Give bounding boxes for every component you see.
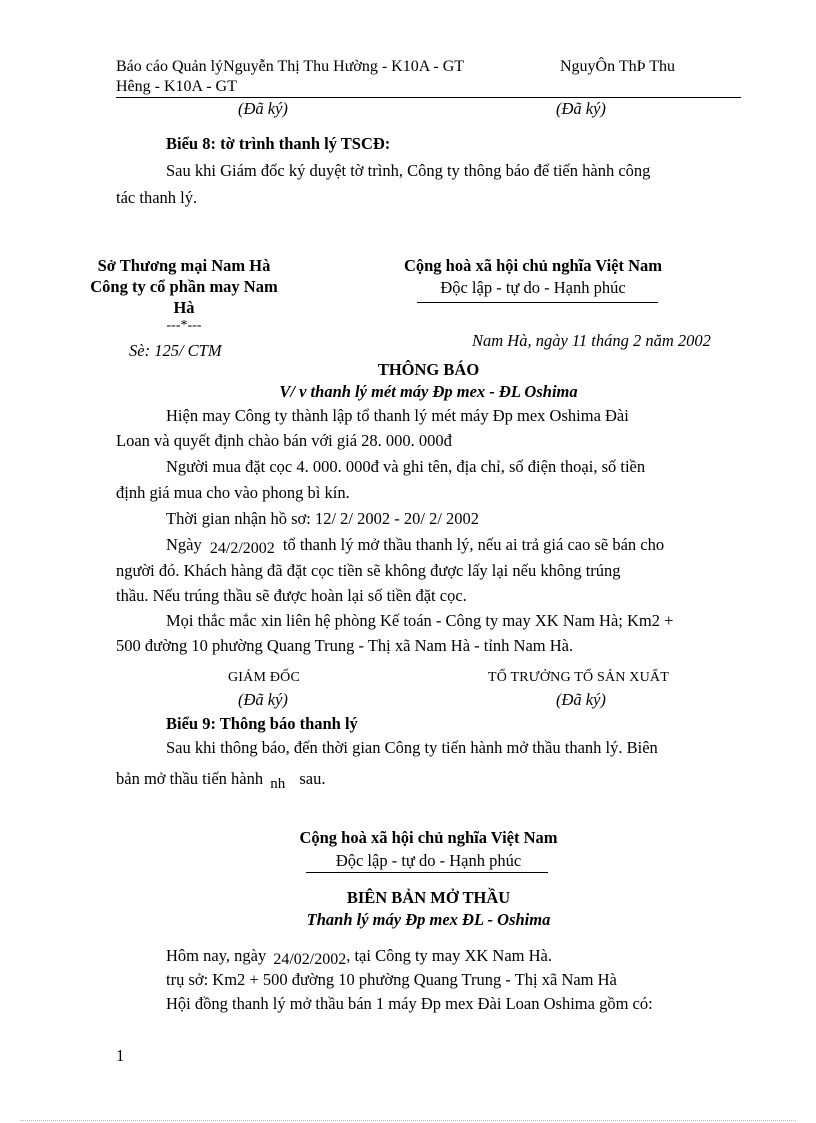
org-mark: ---*---: [166, 318, 202, 333]
minutes-subtitle: Thanh lý máy Đp mex ĐL - Oshima: [306, 910, 551, 929]
notice-p4-line1: [166, 535, 664, 555]
motto: Độc lập - tự do - Hạnh phúc: [440, 278, 626, 297]
minutes-line1-post: , tại Công ty may XK Nam Hà.: [346, 946, 552, 965]
signature-left-signed: (Đã ký): [238, 690, 288, 709]
minutes-country: Cộng hoà xã hội chủ nghĩa Việt Nam: [299, 828, 558, 847]
section9-para-line1: Sau khi thông báo, đến thời gian Công ty tiến hành mở thầu thanh lý. Biên: [166, 738, 658, 757]
section8-para-line2: tác thanh lý.: [116, 188, 198, 207]
notice-p1-line2: Loan và quyết định chào bán với giá 28. 000. 000đ: [116, 431, 452, 450]
minutes-title: BIÊN BẢN MỞ THẦU: [346, 888, 511, 907]
page-bottom-border: [20, 1120, 796, 1121]
header-line1-right: NguyÔn ThÞ Thu: [560, 58, 675, 75]
signature-left-title: GIÁM ĐỐC: [228, 670, 300, 685]
page-number: 1: [116, 1046, 125, 1065]
minutes-line2: trụ sở: Km2 + 500 đường 10 phường Quang Trung - Thị xã Nam Hà: [166, 970, 617, 989]
minutes-line3: Hội đồng thanh lý mở thầu bán 1 máy Đp mex Đài Loan Oshima gồm có:: [166, 994, 653, 1013]
notice-p4-pre: Ngày: [166, 535, 202, 554]
notice-p4-line2: người đó. Khách hàng đã đặt cọc tiền sẽ không được lấy lại nếu không trúng: [116, 561, 621, 580]
minutes-line1-pre: Hôm nay, ngày: [166, 946, 267, 965]
notice-p3: Thời gian nhận hồ sơ: 12/ 2/ 2002 - 20/ 2/ 2002: [166, 509, 480, 528]
signed-top-right: (Đã ký): [556, 99, 606, 118]
header-line1-left: Báo cáo Quản lýNguyễn Thị Thu Hường - K10A - GT: [116, 58, 465, 75]
notice-p2-line2: định giá mua cho vào phong bì kín.: [116, 483, 350, 502]
notice-p5-line1: Mọi thắc mắc xin liên hệ phòng Kế toán - Công ty may XK Nam Hà; Km2 +: [166, 611, 674, 630]
section9-para-line2-mid: nh: [270, 776, 286, 792]
notice-subtitle: V/ v thanh lý mét máy Đp mex - ĐL Oshima: [279, 382, 578, 401]
notice-p2-line1: Người mua đặt cọc 4. 000. 000đ và ghi tên, địa chỉ, số điện thoại, số tiền: [166, 457, 646, 476]
notice-p4-post: tổ thanh lý mở thầu thanh lý, nếu ai trả giá cao sẽ bán cho: [282, 535, 665, 554]
section8-heading: Biểu 8: tờ trình thanh lý TSCĐ:: [166, 134, 391, 153]
org-line3: Hà: [173, 298, 195, 317]
notice-title: THÔNG BÁO: [377, 360, 480, 379]
motto-rule: [417, 302, 658, 303]
section9-para-line2-pre: bản mở thầu tiến hành: [116, 769, 264, 788]
org-line1: Sở Thương mại Nam Hà: [97, 256, 271, 275]
signed-top-left: (Đã ký): [238, 99, 288, 118]
country-heading: Cộng hoà xã hội chủ nghĩa Việt Nam: [403, 256, 663, 275]
notice-p4-date: 24/2/2002: [209, 540, 275, 557]
section9-para-line2-post: sau.: [299, 769, 326, 788]
notice-p1-line1: Hiện may Công ty thành lập tổ thanh lý mét máy Đp mex Oshima Đài: [166, 406, 629, 425]
header-rule: [116, 97, 741, 98]
header-line2: Hêng - K10A - GT: [116, 78, 237, 95]
notice-p5-line2: 500 đường 10 phường Quang Trung - Thị xã Nam Hà - tỉnh Nam Hà.: [116, 636, 574, 655]
minutes-motto: Độc lập - tự do - Hạnh phúc: [335, 851, 522, 870]
org-line2: Công ty cổ phần may Nam: [90, 277, 278, 296]
signature-right-title: TỔ TRƯỞNG TỔ SẢN XUẤT: [488, 670, 669, 685]
section9-para-line2: [116, 769, 326, 792]
minutes-motto-rule: [306, 872, 548, 873]
minutes-line1: [166, 946, 552, 966]
document-number: Sè: 125/ CTM: [129, 341, 222, 360]
signature-right-signed: (Đã ký): [556, 690, 606, 709]
minutes-line1-date: 24/02/2002: [273, 951, 347, 968]
section9-heading: Biểu 9: Thông báo thanh lý: [166, 714, 358, 733]
section8-para-line1: Sau khi Giám đốc ký duyệt tờ trình, Công ty thông báo để tiến hành công: [166, 161, 651, 180]
notice-date: Nam Hà, ngày 11 tháng 2 năm 2002: [472, 331, 711, 350]
notice-p4-line3: thầu. Nếu trúng thầu sẽ được hoàn lại số tiền đặt cọc.: [116, 586, 467, 605]
